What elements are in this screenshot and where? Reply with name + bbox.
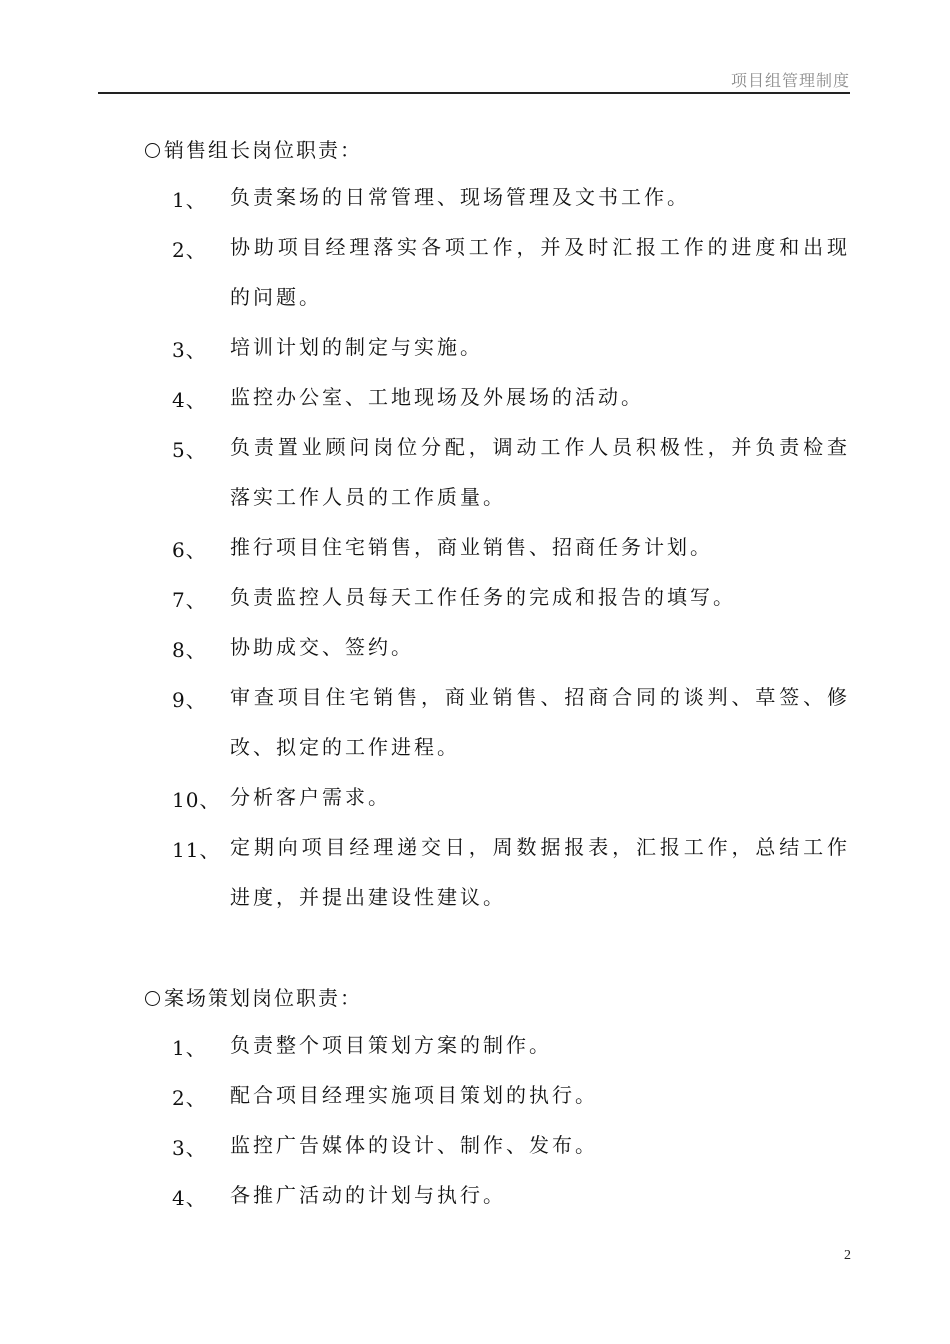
circle-bullet-icon: [145, 991, 160, 1006]
list-item-number: 3、: [172, 338, 207, 362]
list-item-text: 负责监控人员每天工作任务的完成和报告的填写。: [230, 585, 736, 609]
list-item-text: 负责整个项目策划方案的制作。: [230, 1033, 552, 1057]
list-item-number: 4、: [172, 1186, 207, 1210]
page-header: [98, 66, 850, 94]
section-title-sales-leader: 销售组长岗位职责：: [145, 134, 362, 163]
list-item-text: 配合项目经理实施项目策划的执行。: [230, 1083, 598, 1107]
list-item-text: 负责置业顾问岗位分配，调动工作人员积极性，并负责检查落实工作人员的工作质量。: [230, 435, 850, 509]
section-title-planning: 案场策划岗位职责：: [145, 982, 362, 1011]
circle-bullet-icon: [145, 143, 160, 158]
list-item-text: 培训计划的制定与实施。: [230, 335, 483, 359]
list-item-text: 推行项目住宅销售，商业销售、招商任务计划。: [230, 535, 713, 559]
list-item-text: 监控办公室、工地现场及外展场的活动。: [230, 385, 644, 409]
list-item-text: 审查项目住宅销售，商业销售、招商合同的谈判、草签、修改、拟定的工作进程。: [230, 685, 850, 759]
list-item-number: 4、: [172, 388, 207, 412]
list-item-text: 分析客户需求。: [230, 785, 391, 809]
list-item-text: 监控广告媒体的设计、制作、发布。: [230, 1133, 598, 1157]
list-item-text: 负责案场的日常管理、现场管理及文书工作。: [230, 185, 690, 209]
list-item-text: 协助项目经理落实各项工作，并及时汇报工作的进度和出现的问题。: [230, 235, 850, 309]
list-item-number: 2、: [172, 238, 207, 262]
page-number: 2: [844, 1248, 851, 1263]
list-item-text: 协助成交、签约。: [230, 635, 414, 659]
list-item-number: 3、: [172, 1136, 207, 1160]
list-item-text: 各推广活动的计划与执行。: [230, 1183, 506, 1207]
list-item-number: 2、: [172, 1086, 207, 1110]
header-title: 项目组管理制度: [730, 71, 850, 90]
list-item-number: 1、: [172, 1036, 207, 1060]
list-item-number: 6、: [172, 538, 207, 562]
list-item-number: 10、: [172, 788, 221, 812]
list-item-text: 定期向项目经理递交日，周数据报表，汇报工作，总结工作进度，并提出建设性建议。: [230, 835, 850, 909]
list-item-number: 5、: [172, 438, 207, 462]
list-item-number: 9、: [172, 688, 207, 712]
list-item-number: 1、: [172, 188, 207, 212]
list-item-number: 7、: [172, 588, 207, 612]
list-item-number: 8、: [172, 638, 207, 662]
list-item-number: 11、: [172, 838, 221, 862]
